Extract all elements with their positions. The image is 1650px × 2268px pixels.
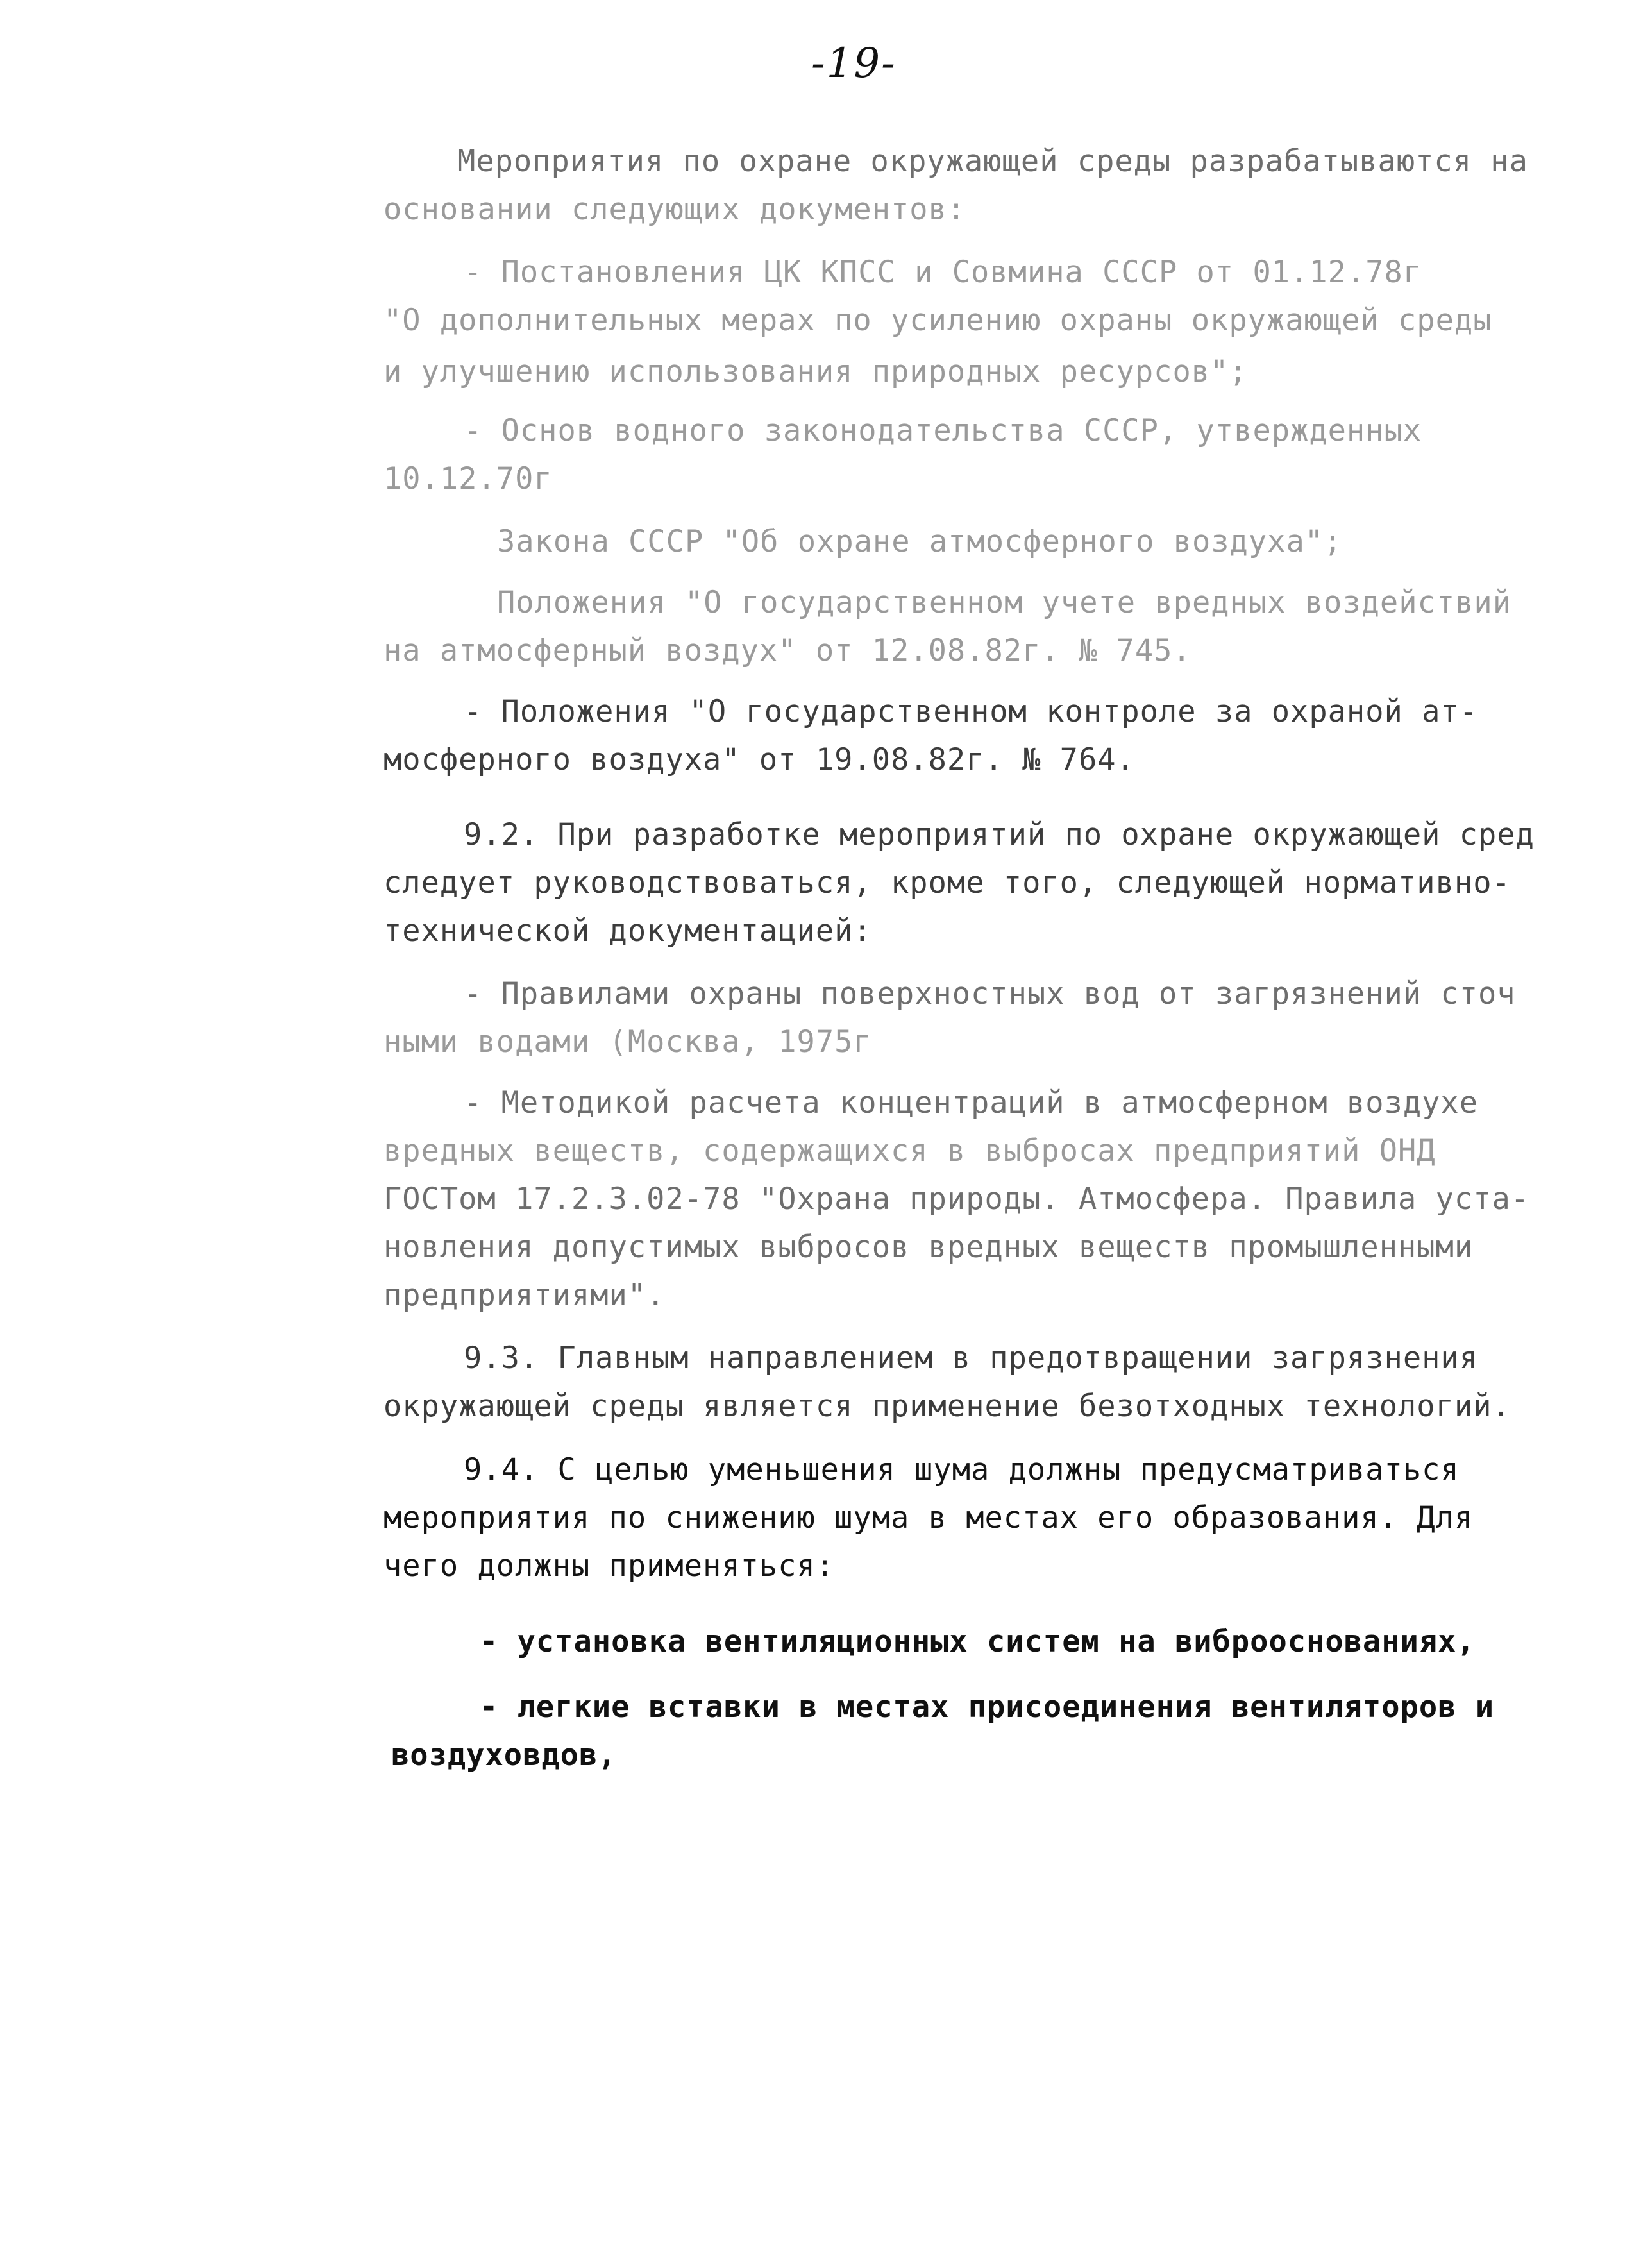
text-line: и улучшению использования природных ресурсов"; [383, 354, 1248, 389]
page-number: -19- [811, 40, 897, 87]
text-line: чего должны применяться: [383, 1548, 835, 1584]
text-line: - Основ водного законодательства СССР, утвержденных [464, 413, 1422, 448]
text-line: - Постановления ЦК КПСС и Совмина СССР от 01.12.78г [464, 255, 1422, 290]
text-line: "О дополнительных мерах по усилению охраны окружающей среды [383, 303, 1492, 338]
text-line: - установка вентиляционных систем на виброоснованиях, [480, 1624, 1476, 1659]
text-line: на атмосферный воздух" от 12.08.82г. № 745. [383, 633, 1191, 668]
text-line: мероприятия по снижению шума в местах его образования. Для [383, 1500, 1474, 1536]
text-line: 9.2. При разработке мероприятий по охране окружающей сред [464, 817, 1535, 852]
text-line: технической документацией: [383, 913, 872, 949]
text-line: - Методикой расчета концентраций в атмосферном воздухе [464, 1085, 1479, 1121]
text-line: Мероприятия по охране окружающей среды разрабатываются на [457, 144, 1528, 179]
text-line: Закона СССР "Об охране атмосферного воздуха"; [497, 524, 1343, 559]
text-line: ГОСТом 17.2.3.02-78 "Охрана природы. Атмосфера. Правила уста- [383, 1181, 1530, 1217]
text-line: - Положения "О государственном контроле за охраной ат- [464, 694, 1479, 729]
text-line: новления допустимых выбросов вредных веществ промышленными [383, 1230, 1474, 1265]
text-line: предприятиями". [383, 1278, 666, 1313]
text-line: вредных веществ, содержащихся в выбросах предприятий ОНД [383, 1133, 1436, 1169]
text-line: воздуховдов, [391, 1738, 617, 1773]
text-line: 9.3. Главным направлением в предотвращении загрязнения [464, 1341, 1479, 1376]
text-line: следует руководствоваться, кроме того, следующей нормативно- [383, 865, 1511, 901]
text-line: - легкие вставки в местах присоединения вентиляторов и [480, 1689, 1495, 1725]
text-line: Положения "О государственном учете вредных воздействий [497, 585, 1512, 620]
text-line: 9.4. С целью уменьшения шума должны предусматриваться [464, 1452, 1460, 1487]
text-line: основании следующих документов: [383, 192, 966, 227]
text-line: окружающей среды является применение безотходных технологий. [383, 1389, 1511, 1424]
text-line: ными водами (Москва, 1975г [383, 1024, 872, 1060]
text-line: 10.12.70г [383, 461, 553, 496]
text-line: - Правилами охраны поверхностных вод от загрязнений сточ [464, 976, 1516, 1011]
text-line: мосферного воздуха" от 19.08.82г. № 764. [383, 742, 1135, 777]
